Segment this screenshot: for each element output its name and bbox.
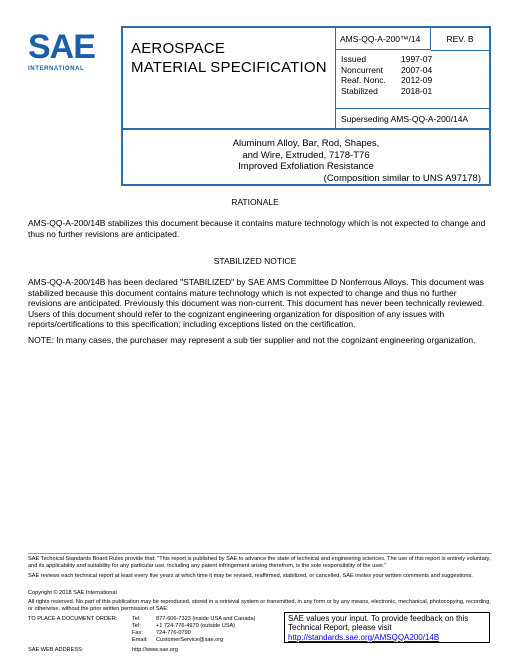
date-row-noncurrent: Noncurrent 2007-04 — [341, 64, 433, 75]
fax-number: 724-776-0790 — [156, 630, 191, 636]
web-address-row: SAE WEB ADDRESS: http://www.sae.org — [28, 647, 179, 653]
date-row-issued: Issued 1997-07 — [341, 54, 433, 64]
superseding-note: Superseding AMS-QQ-A-200/14A — [335, 108, 489, 128]
phone-outside: +1 724-776-4970 (outside USA) — [156, 623, 236, 629]
spec-type-line1: AEROSPACE — [131, 40, 226, 57]
feedback-box: SAE values your input. To provide feedback on this Technical Report, please visit http://standards.sae.org/AMSQQA200/14B — [284, 612, 490, 643]
revision: REV. B — [431, 28, 489, 51]
rationale-heading: RATIONALE — [231, 197, 279, 207]
spec-header — [121, 26, 491, 130]
rationale-paragraph: AMS-QQ-A-200/14B stabilizes this document because it contains mature technology which is not expected to change and thus no further revisions are anticipated. — [28, 218, 486, 239]
stabilized-notice-heading: STABILIZED NOTICE — [213, 256, 297, 266]
sae-logo-subtitle: INTERNATIONAL — [28, 66, 85, 72]
material-title-line1: Aluminum Alloy, Bar, Rod, Shapes, — [232, 138, 380, 149]
date-list — [341, 54, 451, 96]
phone-inside: 877-606-7323 (inside USA and Canada) — [156, 616, 256, 622]
document-number: AMS-QQ-A-200™/14 — [335, 28, 431, 50]
note-paragraph: NOTE: In many cases, the purchaser may represent a sub tier supplier and not the cognizant engineering organization. — [28, 335, 476, 345]
composition-note: (Composition similar to UNS A97178) — [323, 172, 481, 184]
material-title-line2: and Wire, Extruded, 7178-T76 — [242, 149, 370, 161]
rights-text: All rights reserved. No part of this publication may be reproduced, stored in a retrieval system or transmitted, in any form or by any means, electronic, mechanical, photocopying, recording, or otherwise, without the prior written permission of SAE. — [28, 599, 491, 612]
material-title-block — [121, 130, 491, 186]
email-address: CustomerService@sae.org — [156, 637, 224, 643]
review-text: SAE reviews each technical report at least every five years at which time it may be revised, reaffirmed, stabilized, or cancelled. SAE invites your written comments and suggestions. — [28, 573, 473, 579]
order-label: TO PLACE A DOCUMENT ORDER: — [28, 616, 118, 622]
spec-type-cell — [123, 28, 336, 128]
footer-divider — [28, 553, 492, 554]
stabilized-notice-paragraph: AMS-QQ-A-200/14B has been declared "STABILIZED" by SAE AMS Committee D Nonferrous Alloys. This document was stabilized because this document contains mature technology which is not expected to change and thus no further revisions are anticipated. Previously this document was non-current. This document has never been technically reviewed. Users of this document should refer to the cognizant engineering organization for disposition of any issues with reports/certifications to this specification; including exceptions listed on the certification. — [28, 277, 485, 330]
material-title-line3: Improved Exfoliation Resistance — [238, 161, 374, 172]
feedback-link[interactable]: http://standards.sae.org/AMSQQA200/14B — [288, 632, 440, 642]
spec-type-line2: MATERIAL SPECIFICATION — [131, 59, 327, 76]
web-address[interactable]: http://www.sae.org — [132, 647, 179, 653]
date-row-stabilized: Stabilized 2018-01 — [341, 85, 433, 96]
board-rules-text: SAE Technical Standards Board Rules provide that: "This report is published by SAE to advance the state of technical and engineering sciences. The use of this report is entirely voluntary, and its applicability and suitability for any particular use, including any patent infringement arising therefrom, is the sole responsibility of the user." — [28, 556, 491, 569]
sae-logo: SAE — [28, 28, 95, 66]
order-contact-table: TO PLACE A DOCUMENT ORDER: Tel: 877-606-7323 (inside USA and Canada) Tel: +1 724-776-4970 (outside USA) Fax: 724-776-0790 Email: CustomerService@sae.org — [28, 616, 256, 643]
copyright-text: Copyright © 2018 SAE International — [28, 590, 117, 596]
spec-info-cell — [335, 28, 489, 128]
date-row-reaffirmed: Reaf. Nonc. 2012-09 — [341, 75, 433, 85]
